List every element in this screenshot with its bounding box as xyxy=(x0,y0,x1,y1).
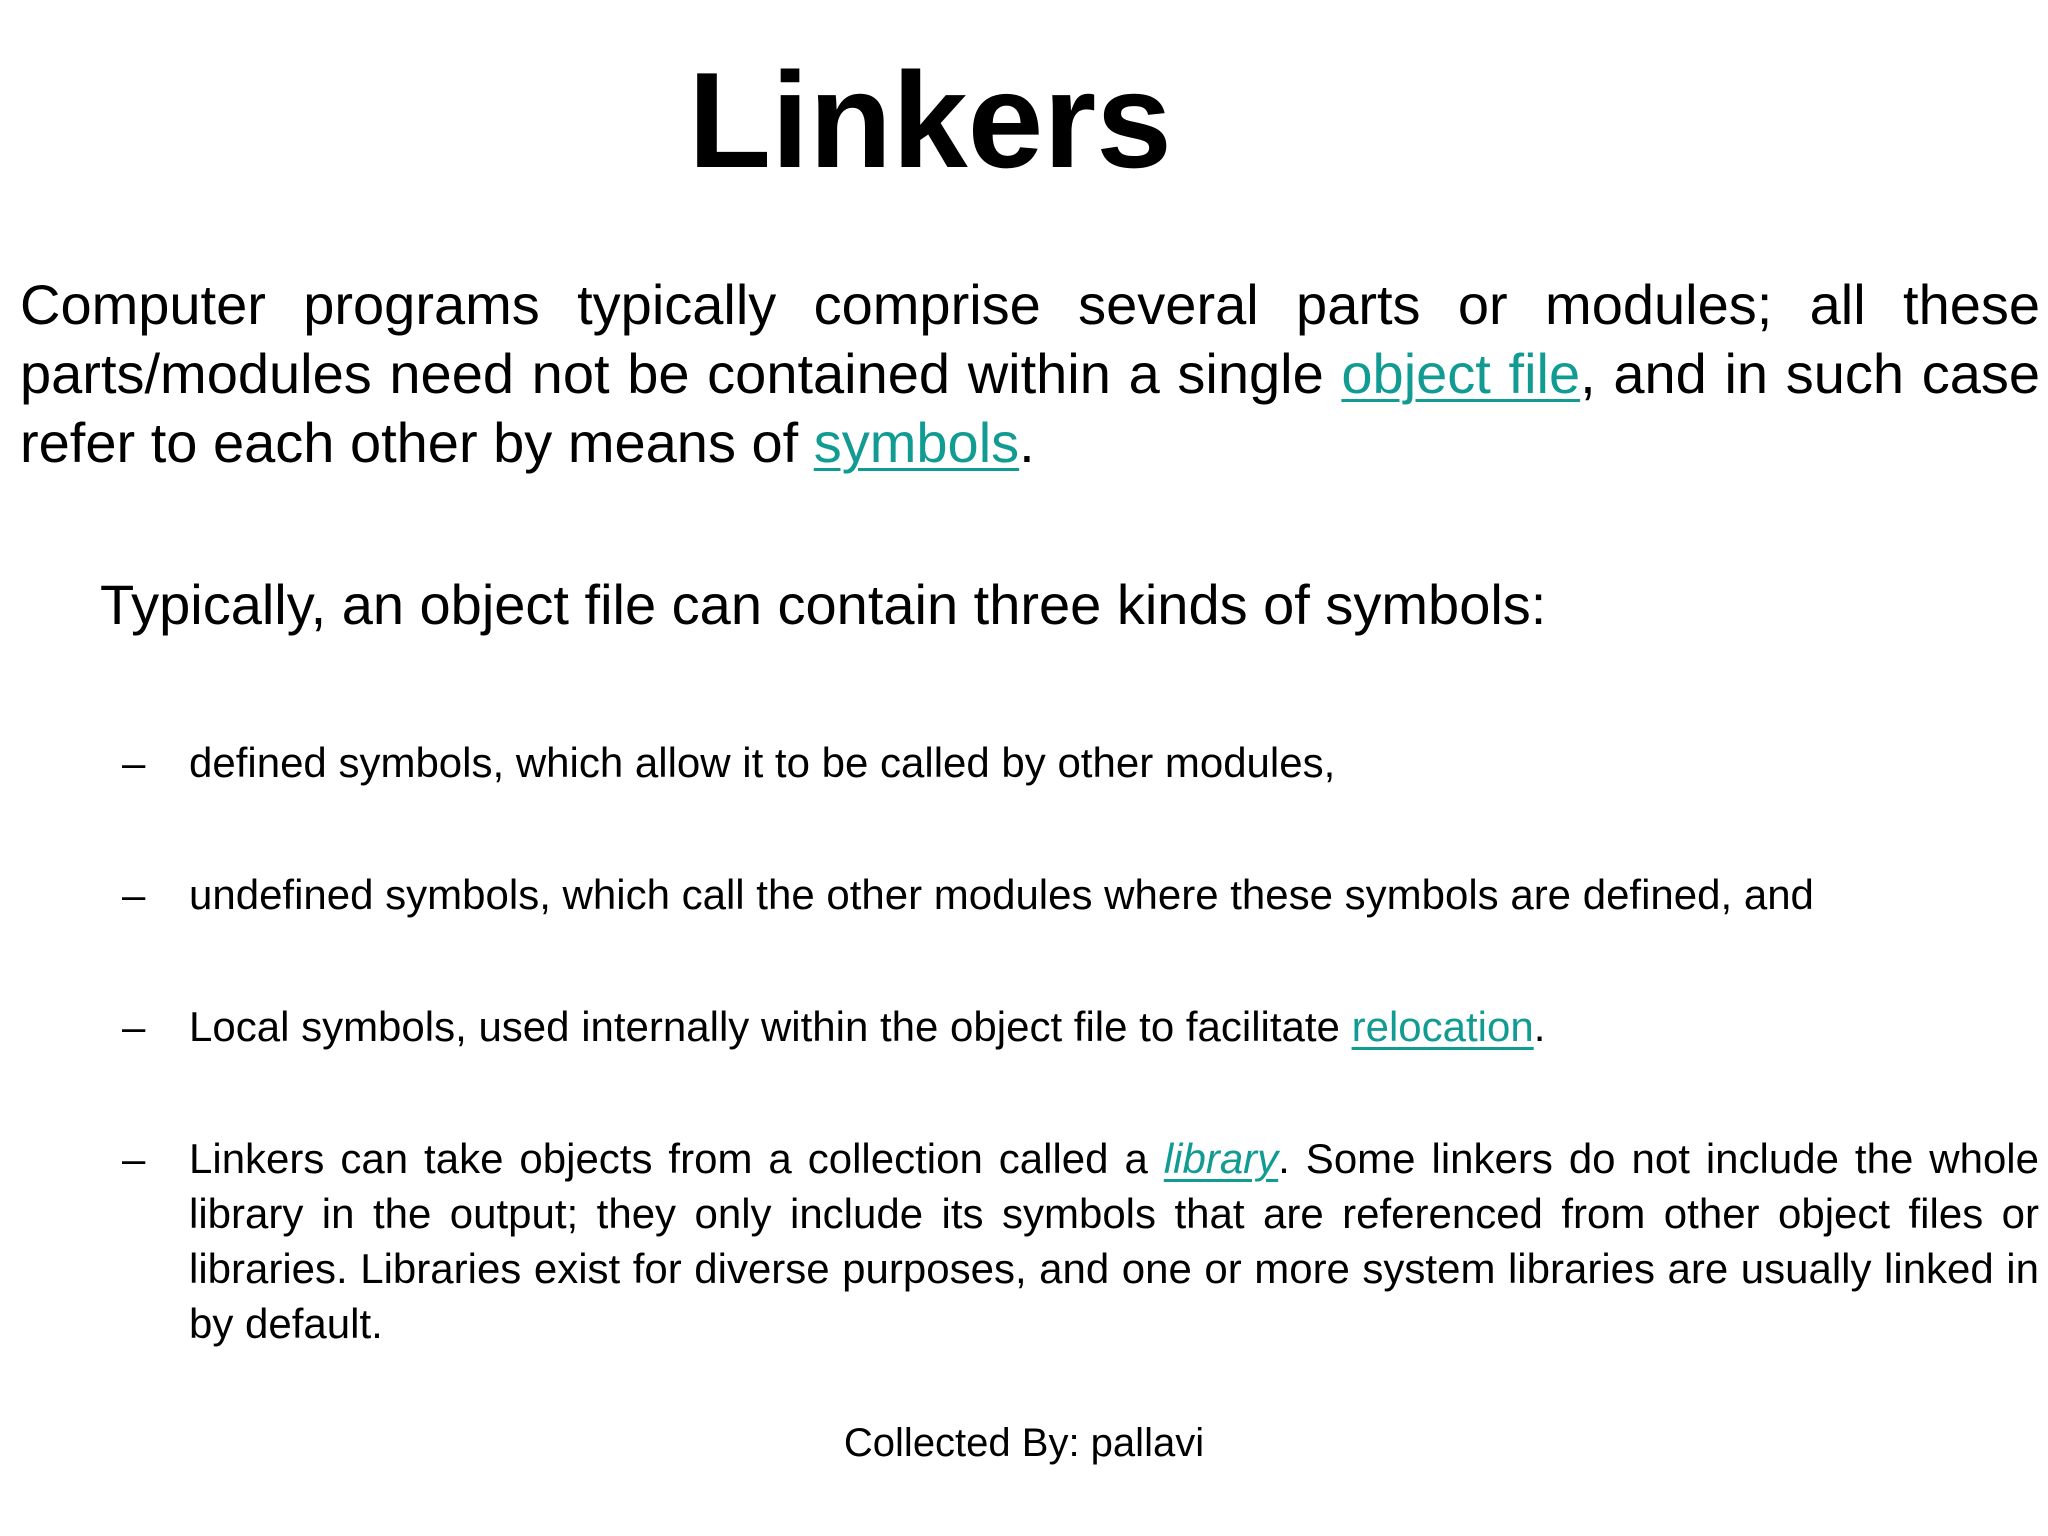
intro-text-start: Computer programs typically comprise several parts or modules; all these parts/modules need not be contained within a single xyxy=(20,273,2040,405)
dash-marker: – xyxy=(122,1003,146,1050)
list-item-text-start: Linkers can take objects from a collection called a xyxy=(189,1135,1164,1182)
list-item-text-start: Local symbols, used internally within the object file to facilitate xyxy=(189,1003,1352,1050)
relocation-link[interactable]: relocation xyxy=(1351,1003,1534,1050)
list-item-text-end: . Some linkers do not include the whole library in the output; they only include its symbols that are referenced from other object files or libraries. Libraries exist for diverse purposes, and one or more system libraries are usually linked in by default. xyxy=(189,1135,2039,1347)
dash-marker: – xyxy=(122,1135,146,1182)
list-item-text-end: . xyxy=(1533,1003,1546,1050)
intro-text-middle: , and in such case refer to each other by means of xyxy=(20,342,2040,474)
lead-sentence: Typically, an object file can contain three kinds of symbols: xyxy=(100,573,1547,636)
list-item-text xyxy=(189,999,2039,1054)
symbols-link[interactable]: symbols xyxy=(813,411,1020,474)
dash-marker: – xyxy=(122,739,146,786)
library-link[interactable]: library xyxy=(1163,1135,1279,1182)
intro-paragraph xyxy=(20,270,2040,477)
footer-credit: Collected By: pallavi xyxy=(843,1421,1205,1465)
list-item-text: defined symbols, which allow it to be called by other modules, xyxy=(189,739,1336,786)
list-item-text: undefined symbols, which call the other modules where these symbols are defined, and xyxy=(189,871,1814,918)
slide-title: Linkers xyxy=(688,44,1172,196)
intro-text-end: . xyxy=(1019,411,1035,474)
dash-marker: – xyxy=(122,871,146,918)
list-item-text xyxy=(189,1131,2039,1351)
object-file-link[interactable]: object file xyxy=(1341,342,1581,405)
